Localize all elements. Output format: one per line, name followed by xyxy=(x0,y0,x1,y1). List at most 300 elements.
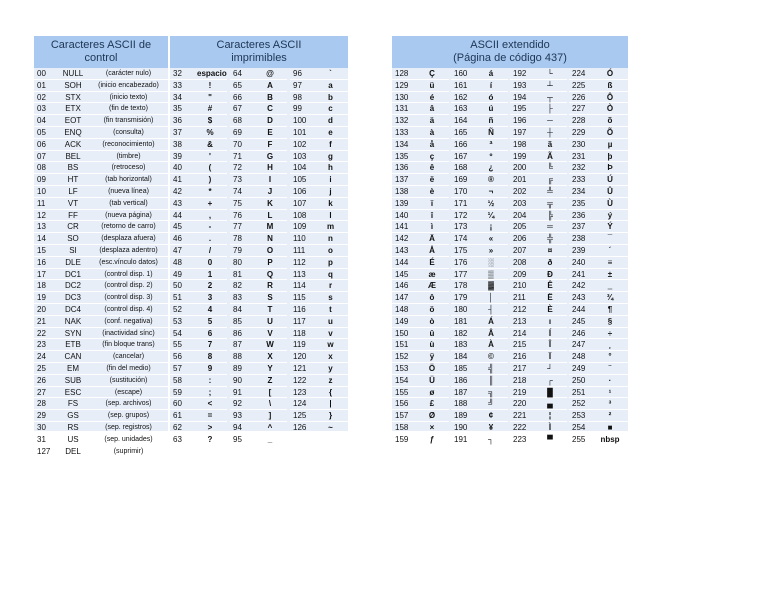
code-number: 195 xyxy=(513,104,527,114)
code-number: 233 xyxy=(572,175,586,185)
code-character: > xyxy=(207,422,213,432)
code-character: G xyxy=(266,151,274,161)
table-row xyxy=(230,92,287,104)
code-description: (fin de texto) xyxy=(109,105,148,113)
table-row xyxy=(451,245,508,257)
table-row xyxy=(510,328,567,340)
code-number: 237 xyxy=(572,222,586,232)
code-number: 00 xyxy=(37,69,46,78)
code-character: Ú xyxy=(607,175,613,185)
code-abbreviation: BEL xyxy=(65,151,81,161)
code-number: 15 xyxy=(37,245,46,255)
code-description: (suprimir) xyxy=(113,447,144,455)
control-header xyxy=(34,36,168,68)
code-character: ▀ xyxy=(547,434,553,444)
code-character: ¿ xyxy=(488,163,494,173)
code-character: C xyxy=(267,104,273,114)
code-number: 166 xyxy=(454,139,468,149)
table-row xyxy=(569,103,628,115)
code-character: K xyxy=(267,198,273,208)
code-number: 93 xyxy=(233,411,242,421)
code-abbreviation: CAN xyxy=(64,352,82,362)
code-number: 85 xyxy=(233,316,242,326)
table-row xyxy=(170,363,227,375)
code-character: ] xyxy=(268,411,272,421)
table-row xyxy=(230,151,287,163)
code-number: 101 xyxy=(293,127,307,137)
table-row xyxy=(230,245,287,257)
table-row xyxy=(290,375,348,387)
extended-title-line2: (Página de código 437) xyxy=(453,52,567,64)
code-number: 114 xyxy=(293,281,306,291)
code-number: 242 xyxy=(572,281,586,291)
code-number: 152 xyxy=(395,352,409,362)
table-row xyxy=(230,269,287,281)
code-abbreviation: CR xyxy=(67,222,79,232)
code-number: 133 xyxy=(395,127,409,137)
code-number: 182 xyxy=(454,328,468,338)
code-number: 204 xyxy=(513,210,527,220)
code-character: ë xyxy=(429,175,435,185)
code-character: { xyxy=(328,387,333,397)
table-row xyxy=(510,210,567,222)
table-row xyxy=(170,139,227,151)
code-number: 194 xyxy=(513,92,527,102)
code-number: 110 xyxy=(293,234,306,244)
table-row xyxy=(290,210,348,222)
code-number: 138 xyxy=(395,186,409,196)
code-number: 162 xyxy=(454,92,468,102)
code-character: k xyxy=(328,198,333,208)
table-row xyxy=(170,68,227,80)
code-character: Ð xyxy=(547,269,553,279)
code-character: ² xyxy=(608,411,612,421)
table-row xyxy=(569,151,628,163)
code-number: 09 xyxy=(37,175,46,185)
code-character: Ä xyxy=(429,234,435,244)
code-number: 149 xyxy=(395,316,409,326)
extended-column-4 xyxy=(569,68,628,446)
code-character: < xyxy=(207,399,213,409)
code-character: [ xyxy=(268,387,272,397)
code-character: ½ xyxy=(487,198,495,208)
table-row xyxy=(290,304,348,316)
code-number: 10 xyxy=(37,186,46,196)
code-character: c xyxy=(328,104,333,114)
code-character: ¯ xyxy=(607,234,613,244)
code-character: ê xyxy=(429,163,435,173)
table-row xyxy=(290,328,348,340)
code-character: Ç xyxy=(429,69,435,78)
table-row xyxy=(569,68,628,80)
code-description: (conf. negativa) xyxy=(104,317,153,325)
code-character: Z xyxy=(267,375,273,385)
code-description: (nueva página) xyxy=(105,211,152,219)
table-row xyxy=(510,92,567,104)
code-number: 84 xyxy=(233,304,242,314)
code-character: ì xyxy=(430,222,434,232)
table-row xyxy=(230,292,287,304)
code-character: N xyxy=(267,234,273,244)
table-row xyxy=(290,80,348,92)
code-character: ░ xyxy=(488,257,494,267)
code-description: (cancelar) xyxy=(112,353,145,361)
table-row xyxy=(34,351,168,363)
table-row xyxy=(34,328,168,340)
code-character: x xyxy=(328,352,333,362)
code-character: ƒ xyxy=(429,434,435,444)
table-row xyxy=(510,151,567,163)
code-character: Ö xyxy=(428,363,436,373)
table-row xyxy=(34,280,168,292)
code-character: Ñ xyxy=(488,127,494,137)
table-row xyxy=(569,363,628,375)
table-row xyxy=(510,257,567,269)
table-row xyxy=(510,339,567,351)
table-row xyxy=(170,351,227,363)
code-abbreviation: STX xyxy=(65,92,81,102)
code-number: 89 xyxy=(233,363,242,373)
table-row xyxy=(451,328,508,340)
table-row xyxy=(510,375,567,387)
table-row xyxy=(569,127,628,139)
code-number: 26 xyxy=(37,375,46,385)
table-row xyxy=(230,221,287,233)
code-number: 43 xyxy=(173,198,182,208)
code-character: ¦ xyxy=(548,411,552,421)
code-number: 164 xyxy=(454,116,468,126)
code-number: 68 xyxy=(233,116,242,126)
code-character: ┬ xyxy=(547,92,553,102)
code-character: f xyxy=(329,139,332,149)
code-character: î xyxy=(430,210,434,220)
code-description: (fin bloque trans) xyxy=(102,341,155,349)
code-number: 192 xyxy=(513,69,527,78)
code-number: 145 xyxy=(395,269,409,279)
code-number: 206 xyxy=(513,234,527,244)
code-character: Ã xyxy=(547,151,553,161)
code-number: 174 xyxy=(454,234,468,244)
code-character: × xyxy=(429,422,435,432)
code-character: Ô xyxy=(606,92,614,102)
code-character: ä xyxy=(429,116,435,126)
code-number: 168 xyxy=(454,163,468,173)
code-abbreviation: NULL xyxy=(62,69,84,78)
code-character: \ xyxy=(268,399,272,409)
extended-column-3 xyxy=(510,68,567,446)
table-row xyxy=(34,221,168,233)
extended-column-2 xyxy=(451,68,508,446)
code-number: 246 xyxy=(572,328,586,338)
table-row xyxy=(230,257,287,269)
code-number: 228 xyxy=(572,116,586,126)
code-character: ┘ xyxy=(547,363,553,373)
table-row xyxy=(392,292,449,304)
code-number: 148 xyxy=(395,304,409,314)
table-row xyxy=(451,92,508,104)
code-character: } xyxy=(328,411,333,421)
table-row xyxy=(451,280,508,292)
code-number: 169 xyxy=(454,175,468,185)
code-number: 251 xyxy=(572,387,586,397)
table-row xyxy=(230,434,287,446)
table-row xyxy=(569,410,628,422)
code-number: 41 xyxy=(173,175,182,185)
code-number: 158 xyxy=(395,422,409,432)
table-row xyxy=(510,292,567,304)
code-number: 222 xyxy=(513,422,527,432)
code-number: 139 xyxy=(395,198,409,208)
code-character: H xyxy=(267,163,273,173)
table-row xyxy=(290,269,348,281)
table-row xyxy=(34,304,168,316)
table-row xyxy=(451,186,508,198)
code-number: 47 xyxy=(173,245,182,255)
code-character: ® xyxy=(488,175,494,185)
code-description: (esc.vínculo datos) xyxy=(99,258,158,266)
code-abbreviation: RS xyxy=(67,422,79,432)
table-row xyxy=(230,316,287,328)
table-row xyxy=(230,139,287,151)
table-row xyxy=(569,162,628,174)
code-character: b xyxy=(328,92,333,102)
code-number: 201 xyxy=(513,175,527,185)
code-number: 62 xyxy=(173,422,182,432)
table-row xyxy=(451,162,508,174)
code-character: a xyxy=(328,80,333,90)
code-number: 50 xyxy=(173,281,182,291)
code-character: é xyxy=(429,92,435,102)
code-character: ø xyxy=(429,387,435,397)
code-number: 60 xyxy=(173,399,182,409)
code-number: 248 xyxy=(572,352,586,362)
code-abbreviation: FS xyxy=(67,399,79,409)
table-row xyxy=(230,68,287,80)
code-character: ^ xyxy=(267,422,273,432)
code-character: . xyxy=(208,234,212,244)
table-row xyxy=(230,233,287,245)
table-row xyxy=(230,328,287,340)
code-number: 160 xyxy=(454,69,468,78)
table-row xyxy=(569,398,628,410)
table-row xyxy=(170,127,227,139)
code-number: 200 xyxy=(513,163,527,173)
code-character: ╚ xyxy=(547,163,553,173)
code-number: 142 xyxy=(395,234,409,244)
code-description: (tab horizontal) xyxy=(105,176,152,184)
code-abbreviation: GS xyxy=(67,411,79,421)
code-abbreviation: EOT xyxy=(64,116,82,126)
code-character: h xyxy=(328,163,333,173)
code-number: 238 xyxy=(572,234,586,244)
code-number: 73 xyxy=(233,175,242,185)
code-character: F xyxy=(267,139,273,149)
code-character: ´ xyxy=(608,245,612,255)
code-character: ╝ xyxy=(488,399,494,409)
table-row xyxy=(34,269,168,281)
code-character: £ xyxy=(429,399,435,409)
code-number: 122 xyxy=(293,375,307,385)
code-character: espacio xyxy=(197,69,227,78)
code-number: 247 xyxy=(572,340,586,350)
code-description: (sep. registros) xyxy=(105,423,152,431)
code-number: 253 xyxy=(572,411,586,421)
code-character: d xyxy=(328,116,333,126)
code-number: 52 xyxy=(173,304,182,314)
code-character: l xyxy=(329,210,332,220)
code-number: 191 xyxy=(454,434,468,444)
table-row xyxy=(290,186,348,198)
code-character: ¼ xyxy=(487,210,495,220)
code-character: g xyxy=(328,151,333,161)
table-row xyxy=(510,127,567,139)
code-character: ▓ xyxy=(488,281,494,291)
code-number: 16 xyxy=(37,257,46,267)
table-row xyxy=(290,198,348,210)
table-row xyxy=(569,351,628,363)
code-number: 103 xyxy=(293,151,307,161)
table-row xyxy=(569,233,628,245)
table-row xyxy=(230,363,287,375)
code-character: S xyxy=(267,293,273,303)
table-row xyxy=(34,316,168,328)
code-description: (desplaza afuera) xyxy=(101,235,156,243)
code-number: 155 xyxy=(395,387,409,397)
code-character: ³ xyxy=(608,399,612,409)
code-number: 38 xyxy=(173,139,182,149)
table-row xyxy=(170,410,227,422)
table-row xyxy=(34,162,168,174)
extended-header xyxy=(392,36,628,68)
code-number: 225 xyxy=(572,80,586,90)
table-row xyxy=(392,269,449,281)
table-row xyxy=(510,398,567,410)
table-row xyxy=(290,139,348,151)
table-row xyxy=(170,280,227,292)
code-character: Ø xyxy=(428,411,436,421)
code-character: e xyxy=(328,127,333,137)
code-abbreviation: SO xyxy=(67,234,79,244)
code-character: ¡ xyxy=(489,222,493,232)
code-character: ─ xyxy=(547,116,553,126)
code-number: 255 xyxy=(572,434,586,444)
table-row xyxy=(170,162,227,174)
code-character: Ì xyxy=(548,422,552,432)
code-character: 8 xyxy=(207,352,213,362)
code-character: µ xyxy=(607,139,613,149)
code-number: 203 xyxy=(513,198,527,208)
code-number: 37 xyxy=(173,127,182,137)
table-row xyxy=(290,68,348,80)
table-row xyxy=(290,422,348,434)
printable-column-2 xyxy=(230,68,287,446)
code-number: 29 xyxy=(37,411,46,421)
table-row xyxy=(230,80,287,92)
code-number: 116 xyxy=(293,304,306,314)
code-description: (control disp. 2) xyxy=(104,282,153,290)
code-number: 02 xyxy=(37,92,46,102)
table-row xyxy=(170,292,227,304)
code-number: 109 xyxy=(293,222,307,232)
code-number: 48 xyxy=(173,257,182,267)
code-abbreviation: SI xyxy=(69,245,77,255)
code-number: 216 xyxy=(513,352,527,362)
code-character: @ xyxy=(266,69,274,78)
code-number: 105 xyxy=(293,175,307,185)
code-character: B xyxy=(267,92,273,102)
table-row xyxy=(510,363,567,375)
code-character: â xyxy=(429,104,435,114)
code-character: E xyxy=(267,127,273,137)
table-row xyxy=(34,245,168,257)
table-row xyxy=(230,280,287,292)
table-row xyxy=(290,339,348,351)
code-character: n xyxy=(328,234,333,244)
table-row xyxy=(170,80,227,92)
table-row xyxy=(510,198,567,210)
table-row xyxy=(290,316,348,328)
code-character: s xyxy=(328,293,333,303)
code-number: 96 xyxy=(293,69,302,78)
extended-panel xyxy=(392,36,628,444)
table-row xyxy=(170,221,227,233)
code-character: M xyxy=(266,222,274,232)
printable-title-line2: imprimibles xyxy=(231,52,287,64)
code-number: 129 xyxy=(395,80,409,90)
code-number: 159 xyxy=(395,434,409,444)
table-row xyxy=(569,115,628,127)
code-character: L xyxy=(267,210,273,220)
code-number: 131 xyxy=(395,104,409,114)
code-number: 154 xyxy=(395,375,409,385)
table-row xyxy=(170,257,227,269)
code-character: 2 xyxy=(207,281,213,291)
table-row xyxy=(290,103,348,115)
code-number: 179 xyxy=(454,293,468,303)
code-number: 209 xyxy=(513,269,527,279)
code-abbreviation: EM xyxy=(67,363,79,373)
table-row xyxy=(569,422,628,434)
code-description: (fin del medio) xyxy=(106,364,151,372)
code-character: ü xyxy=(429,80,435,90)
code-character: ╔ xyxy=(547,175,553,185)
table-row xyxy=(230,375,287,387)
table-row xyxy=(34,363,168,375)
code-abbreviation: DEL xyxy=(65,446,81,456)
code-number: 193 xyxy=(513,80,527,90)
table-row xyxy=(451,269,508,281)
table-row xyxy=(230,103,287,115)
code-character: ═ xyxy=(547,222,553,232)
code-number: 115 xyxy=(293,293,306,303)
code-description: (consulta) xyxy=(113,128,144,136)
code-number: 25 xyxy=(37,363,46,373)
code-number: 19 xyxy=(37,293,46,303)
table-row xyxy=(34,387,168,399)
table-row xyxy=(170,151,227,163)
code-number: 108 xyxy=(293,210,307,220)
code-number: 127 xyxy=(37,446,51,456)
code-number: 254 xyxy=(572,422,586,432)
code-number: 163 xyxy=(454,104,468,114)
code-number: 97 xyxy=(293,80,302,90)
code-number: 102 xyxy=(293,139,307,149)
table-row xyxy=(34,103,168,115)
code-number: 156 xyxy=(395,399,409,409)
code-number: 239 xyxy=(572,245,586,255)
table-row xyxy=(34,375,168,387)
table-row xyxy=(392,398,449,410)
